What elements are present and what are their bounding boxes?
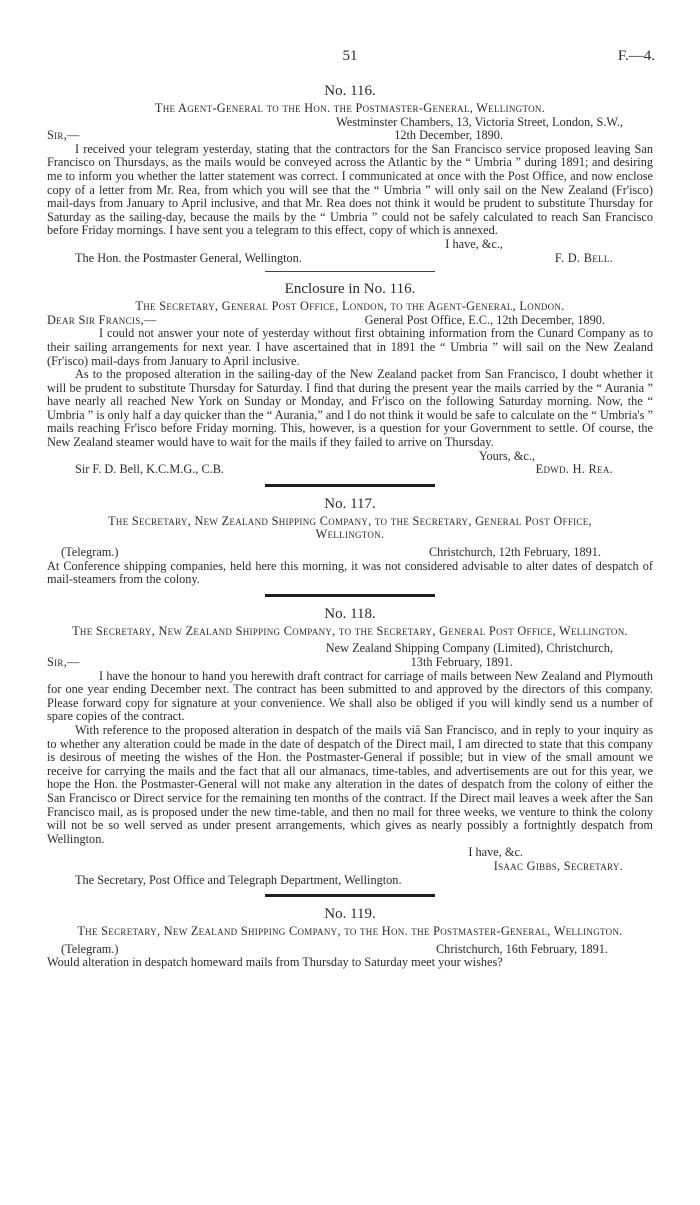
letter-paragraph-1: I have the honour to hand you herewith draft contract for carriage of mails between New Zealand and Plymouth for one year ending December next. The contract has been submitted to and approved by the directors of this company. Please forward copy for signature at your convenience. We shall also be obliged if you will kindly send us a number of spare copies of the contract. [47,668,653,724]
enclosure-from-to: The Secretary, General Post Office, London, to the Agent-General, London. [135,299,565,314]
letter-118 [47,605,653,887]
letter-date: 12th December, 1890. [394,128,503,143]
letter-from-to: The Secretary, New Zealand Shipping Company, to the Secretary, General Post Office, Wellington. [72,623,628,638]
telegram-title: No. 117. [324,495,376,512]
signature: Edwd. H. Rea. [535,462,613,477]
addressee-signature-row [47,463,653,477]
letter-date: 13th February, 1891. [410,655,513,669]
document-reference: F.—4. [617,48,655,64]
enclosure-address-date: General Post Office, E.C., 12th December, 1890. [364,312,605,327]
page-number: 51 [342,48,358,64]
letter-title: No. 116. [324,83,376,99]
telegram-type: (Telegram.) [61,941,119,956]
salutation: Sir,— [47,655,80,669]
addressee: The Secretary, Post Office and Telegraph Department, Wellington. [75,872,402,887]
telegram-body: At Conference shipping companies, held here this morning, it was not considered advisable to alter dates of despatch of mail-steamers from the colony. [47,558,653,587]
enclosure-title: Enclosure in No. 116. [284,281,416,298]
addressee: The Hon. the Postmaster General, Wellington. [75,250,302,265]
letter-from-to: The Agent-General to the Hon. the Postmaster-General, Wellington. [154,101,546,115]
enclosure-116 [47,280,653,477]
telegram-title: No. 119. [324,906,376,923]
telegram-type: (Telegram.) [61,545,119,560]
addressee: Sir F. D. Bell, K.C.M.G., C.B. [75,462,224,477]
enclosure-paragraph-2: As to the proposed alteration in the sailing-day of the New Zealand packet from San Francisco, I doubt whether it will be prudent to substitute Thursday for Saturday. I find that during the present year the mails carried by the “ Aurania ” have nearly all reached New York on Sunday or Monday, and Fr'isco on the following Saturday morning. Now, the “ Umbria ” is only half a day quicker than the “ Aurania,” and I do not think it would be safe to calculate on the “ Umbria's ” mails reaching Fr'isco before Friday morning. This, however, is a question for your Government to settle. Of course, the New Zealand steamer would have to wait for the mails if they failed to arrive on Thursday. [47,367,653,450]
letter-closing: I have, &c. [468,845,523,860]
section-divider [265,894,435,897]
telegram-from-to: The Secretary, New Zealand Shipping Company, to the Secretary, General Post Office, Wellington. [108,513,592,542]
salutation: Sir,— [47,128,80,143]
telegram-type-date-row [47,943,653,957]
page-header [0,50,700,68]
enclosure-closing: Yours, &c., [478,448,535,463]
section-divider [265,484,435,487]
telegram-119 [47,905,653,970]
salutation-date-row [47,656,653,670]
addressee-signature-row [47,252,653,266]
telegram-from-to: The Secretary, New Zealand Shipping Company, to the Hon. the Postmaster-General, Wellington. [77,924,623,939]
letter-address: New Zealand Shipping Company (Limited), Christchurch, [325,641,613,656]
telegram-place-date: Christchurch, 16th February, 1891. [435,941,608,956]
signature: Isaac Gibbs, Secretary. [493,858,623,873]
letter-address: Westminster Chambers, 13, Victoria Street, London, S.W., [336,114,623,129]
telegram-body: Would alteration in despatch homeward mails from Thursday to Saturday meet your wishes? [47,955,503,970]
enclosure-paragraph-1: I could not answer your note of yesterday without first obtaining information from the Cunard Company as to their sailing arrangements for next year. I have ascertained that in 1891 the “ Umbria ” will sail on the New Zealand (Fr'isco) mail-days from January to April inclusive. [47,326,653,368]
letter-closing: I have, &c., [445,236,503,251]
signature: F. D. Bell. [554,250,613,265]
letter-title: No. 118. [324,605,376,622]
telegram-place-date: Christchurch, 12th February, 1891. [428,545,601,560]
salutation-address-row [47,314,653,328]
salutation: Dear Sir Francis,— [47,312,157,327]
section-divider [265,594,435,597]
telegram-type-date-row [47,546,653,560]
letter-paragraph-2: With reference to the proposed alteration in despatch of the mails viâ San Francisco, and in reply to your inquiry as to whether any alteration could be made in the date of despatch of the Direct mail, I am directed to state that this company is desirous of meeting the wishes of the Hon. the Postmaster-General if possible; but in view of the small amount we receive for carrying the mails and the fact that all our almanacs, time-tables, and advertisements are out for this year, we hope the Hon. the Postmaster-General will not make any alteration in the dates of despatch from the colony of either the San Francisco or Direct service for the remaining ten months of the contract. If the Direct mail leaves a week after the San Francisco mail, as is proposed under the new time-table, and then no mail for three weeks, we venture to think the colony will not be so well served as under present arrangements, which gives as nearly possibly a fortnightly despatch from Wellington. [47,722,653,846]
page-content [47,82,653,970]
salutation-date-row [47,129,653,143]
letter-116 [47,82,653,265]
section-divider [265,271,435,272]
telegram-117 [47,495,653,587]
letter-body: I received your telegram yesterday, stating that the contractors for the San Francisco service proposed leaving San Francisco on Thursdays, as the mails would be conveyed across the Atlantic by the “ Umbria ” during 1891; and desiring me to inform you whether the latter statement was correct. I communicated at once with the Post Office, and now enclose copy of a letter from Mr. Rea, from which you will see that the “ Umbria ” will only sail on the New Zealand (Fr'isco) mail-days from January to April inclusive, and that Mr. Rea does not think it would be prudent to substitute Thursday for Saturday as the sailing-day, because the mails by the “ Umbria ” could not be safely calculated to reach San Francisco before Friday mornings. I have sent you a telegram to this effect, copy of which is annexed. [47,141,653,238]
